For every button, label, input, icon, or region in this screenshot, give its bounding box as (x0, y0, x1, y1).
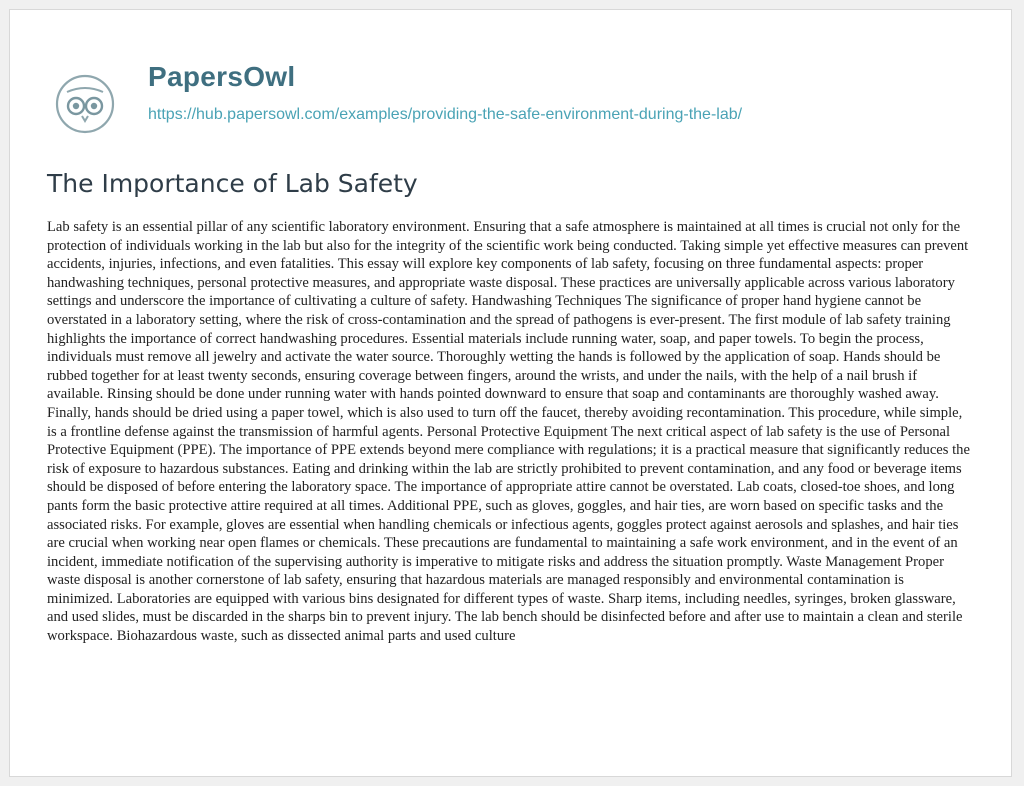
site-header (45, 60, 945, 140)
document-body: Lab safety is an essential pillar of any scientific laboratory environment. Ensuring that a safe atmosphere is maintained at all times is crucial not only for the protection of individuals working in the lab but also for the integrity of the scientific work being conducted. Taking simple yet effective measures can prevent accidents, injuries, infections, and even fatalities. This essay will explore key components of lab safety, focusing on three fundamental aspects: proper handwashing techniques, personal protective measures, and appropriate waste disposal. These practices are universally applicable across various laboratory settings and underscore the importance of cultivating a culture of safety. Handwashing Techniques The significance of proper hand hygiene cannot be overstated in a laboratory setting, where the risk of cross-contamination and the spread of pathogens is ever-present. The first module of lab safety training highlights the importance of correct handwashing procedures. Essential materials include running water, soap, and paper towels. To begin the process, individuals must remove all jewelry and activate the water source. Thoroughly wetting the hands is followed by the application of soap. Hands should be rubbed together for at least twenty seconds, ensuring coverage between fingers, around the wrists, and under the nails, with the help of a nail brush if available. Rinsing should be done under running water with hands pointed downward to ensure that soap and contaminants are thoroughly washed away. Finally, hands should be dried using a paper towel, which is also used to turn off the faucet, thereby avoiding recontamination. This procedure, while simple, is a frontline defense against the transmission of harmful agents. Personal Protective Equipment The next critical aspect of lab safety is the use of Personal Protective Equipment (PPE). The importance of PPE extends beyond mere compliance with regulations; it is a practical measure that significantly reduces the risk of exposure to hazardous substances. Eating and drinking within the lab are strictly prohibited to prevent contamination, and any food or beverage items should be disposed of before entering the laboratory space. The importance of appropriate attire cannot be overstated. Lab coats, closed-toe shoes, and long pants form the basic protective attire required at all times. Additional PPE, such as gloves, goggles, and hair ties, are worn based on specific tasks and the associated risks. For example, gloves are essential when handling chemicals or infectious agents, goggles protect against aerosols and splashes, and hair ties are crucial when working near open flames or chemicals. These precautions are fundamental to maintaining a safe work environment, and in the event of an incident, immediate notification of the supervising authority is imperative to mitigate risks and address the situation promptly. Waste Management Proper waste disposal is another cornerstone of lab safety, ensuring that hazardous materials are managed responsibly and environmental contamination is minimized. Laboratories are equipped with various bins designated for different types of waste. Sharp items, including needles, syringes, broken glassware, and used slides, must be discarded in the sharps bin to prevent injury. The lab bench should be disinfected before and after use to maintain a clean and sterile workspace. Biohazardous waste, such as dissected animal parts and used culture (47, 219, 970, 645)
source-url-link[interactable]: https://hub.papersowl.com/examples/providing-the-safe-environment-during-the-lab/ (148, 106, 743, 123)
document-title: The Importance of Lab Safety (47, 169, 418, 198)
owl-eyes-icon (45, 66, 125, 146)
brand-name: PapersOwl (148, 61, 296, 92)
